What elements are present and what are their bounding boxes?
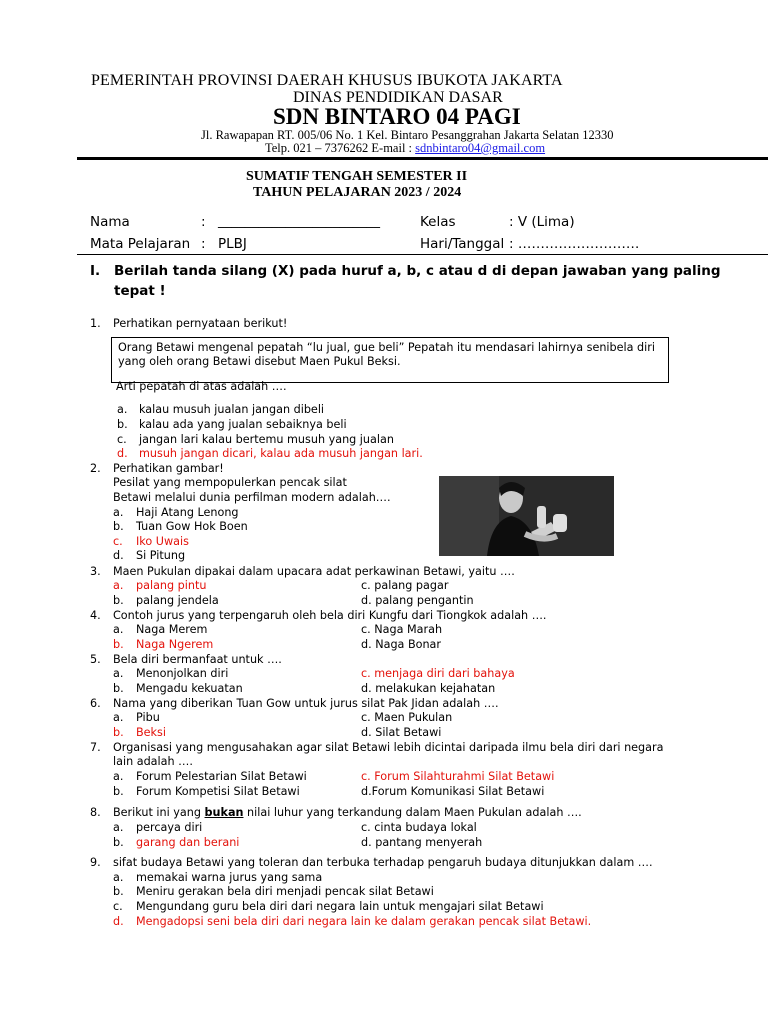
option-letter[interactable]: a. xyxy=(113,667,124,680)
phone-text: Telp. 021 – 7376262 E-mail : xyxy=(265,141,416,155)
q8-stem xyxy=(113,806,582,819)
q8-number: 8. xyxy=(90,806,101,819)
option-text[interactable]: palang jendela xyxy=(136,594,219,607)
hari-label: Hari/Tanggal xyxy=(420,236,505,252)
option-c[interactable]: c. Maen Pukulan xyxy=(361,711,453,724)
header-divider xyxy=(77,157,768,160)
school-name: SDN BINTARO 04 PAGI xyxy=(273,104,521,129)
option-letter[interactable]: b. xyxy=(113,520,124,533)
option-text-answer[interactable]: musuh jangan dicari, kalau ada musuh jangan lari. xyxy=(139,447,423,460)
mapel-value: PLBJ xyxy=(218,236,247,252)
header-line-2: DINAS PENDIDIKAN DASAR xyxy=(293,89,503,106)
option-text[interactable]: percaya diri xyxy=(136,821,203,834)
option-text[interactable]: Forum Pelestarian Silat Betawi xyxy=(136,770,307,783)
option-letter[interactable]: c. xyxy=(117,433,127,446)
hari-field[interactable]: : ……………………… xyxy=(509,236,640,252)
option-text-answer[interactable]: Mengadopsi seni bela diri dari negara lain ke dalam gerakan pencak silat Betawi. xyxy=(136,915,592,928)
q9-stem: sifat budaya Betawi yang toleran dan terbuka terhadap pengaruh budaya ditunjukkan dalam …. xyxy=(113,856,653,869)
option-text[interactable]: memakai warna jurus yang sama xyxy=(136,871,323,884)
identity-divider xyxy=(77,254,768,255)
kelas-label: Kelas xyxy=(420,214,456,230)
q1-number: 1. xyxy=(90,317,101,330)
option-text[interactable]: Meniru gerakan bela diri menjadi pencak silat Betawi xyxy=(136,885,434,898)
option-letter[interactable]: a. xyxy=(117,403,128,416)
option-letter-answer[interactable]: d. xyxy=(113,915,124,928)
q7-stem-line-2: lain adalah …. xyxy=(113,755,193,768)
option-c-answer[interactable]: c. Forum Silahturahmi Silat Betawi xyxy=(361,770,555,783)
email-link[interactable]: sdnbintaro04@gmail.com xyxy=(415,141,546,155)
option-letter[interactable]: b. xyxy=(113,594,124,607)
q2-stem: Perhatikan gambar! xyxy=(113,462,224,475)
option-letter-answer[interactable]: b. xyxy=(113,638,124,651)
q1-box-line-1: Orang Betawi mengenal pepatah “lu jual, gue beli” Pepatah itu mendasari lahirnya senibela diri xyxy=(118,341,655,354)
school-address: Jl. Rawapapan RT. 005/06 No. 1 Kel. Bintaro Pesanggrahan Jakarta Selatan 12330 xyxy=(201,128,614,142)
option-letter[interactable]: b. xyxy=(113,682,124,695)
option-letter-answer[interactable]: a. xyxy=(113,579,124,592)
option-text-answer[interactable]: palang pintu xyxy=(136,579,207,592)
q9-number: 9. xyxy=(90,856,101,869)
nama-colon: : xyxy=(201,214,206,230)
option-d[interactable]: d. melakukan kejahatan xyxy=(361,682,496,695)
q3-stem: Maen Pukulan dipakai dalam upacara adat perkawinan Betawi, yaitu …. xyxy=(113,565,515,578)
exam-title: SUMATIF TENGAH SEMESTER II xyxy=(246,169,468,184)
q1-box-line-2: yang oleh orang Betawi disebut Maen Pukul Beksi. xyxy=(118,355,401,368)
q7-number: 7. xyxy=(90,741,101,754)
option-letter[interactable]: b. xyxy=(113,785,124,798)
option-d[interactable]: d. pantang menyerah xyxy=(361,836,483,849)
q5-stem: Bela diri bermanfaat untuk …. xyxy=(113,653,282,666)
section-instruction-1: Berilah tanda silang (X) pada huruf a, b, c atau d di depan jawaban yang paling xyxy=(114,263,721,279)
option-text[interactable]: Pibu xyxy=(136,711,160,724)
option-letter[interactable]: d. xyxy=(113,549,124,562)
q8-stem-pre: Berikut ini yang xyxy=(113,806,205,819)
option-text-answer[interactable]: Naga Ngerem xyxy=(136,638,214,651)
option-letter-answer[interactable]: c. xyxy=(113,535,123,548)
q2-stem-line-3: Betawi melalui dunia perfilman modern adalah…. xyxy=(113,491,391,504)
q2-number: 2. xyxy=(90,462,101,475)
option-text[interactable]: kalau musuh jualan jangan dibeli xyxy=(139,403,325,416)
option-text[interactable]: Haji Atang Lenong xyxy=(136,506,239,519)
q2-stem-line-2: Pesilat yang mempopulerkan pencak silat xyxy=(113,476,347,489)
q1-stem: Perhatikan pernyataan berikut! xyxy=(113,317,288,330)
q6-number: 6. xyxy=(90,697,101,710)
q5-number: 5. xyxy=(90,653,101,666)
option-text[interactable]: jangan lari kalau bertemu musuh yang jualan xyxy=(139,433,394,446)
option-text[interactable]: Forum Kompetisi Silat Betawi xyxy=(136,785,300,798)
q8-stem-emphasis: bukan xyxy=(204,806,244,819)
photo-illustration xyxy=(439,476,614,556)
option-letter[interactable]: b. xyxy=(117,418,128,431)
q1-question: Arti pepatah di atas adalah …. xyxy=(116,380,287,393)
option-d[interactable]: d. palang pengantin xyxy=(361,594,474,607)
option-c[interactable]: c. palang pagar xyxy=(361,579,449,592)
option-d[interactable]: d. Naga Bonar xyxy=(361,638,442,651)
nama-label: Nama xyxy=(90,214,130,230)
option-letter[interactable]: c. xyxy=(113,900,123,913)
option-letter[interactable]: a. xyxy=(113,623,124,636)
option-text[interactable]: Naga Merem xyxy=(136,623,208,636)
option-d[interactable]: d. Silat Betawi xyxy=(361,726,442,739)
option-letter[interactable]: b. xyxy=(113,885,124,898)
option-text-answer[interactable]: Beksi xyxy=(136,726,166,739)
option-c[interactable]: c. Naga Marah xyxy=(361,623,443,636)
option-letter-answer[interactable]: d. xyxy=(117,447,128,460)
q6-stem: Nama yang diberikan Tuan Gow untuk jurus silat Pak Jidan adalah …. xyxy=(113,697,499,710)
option-text[interactable]: Si Pitung xyxy=(136,549,186,562)
option-text[interactable]: Mengadu kekuatan xyxy=(136,682,243,695)
q3-number: 3. xyxy=(90,565,101,578)
option-d[interactable]: d.Forum Komunikasi Silat Betawi xyxy=(361,785,545,798)
exam-year: TAHUN PELAJARAN 2023 / 2024 xyxy=(253,185,462,200)
header-line-1: PEMERINTAH PROVINSI DAERAH KHUSUS IBUKOTA JAKARTA xyxy=(91,72,563,89)
nama-field[interactable]: ________________________ xyxy=(218,213,380,229)
martial-artist-photo xyxy=(439,476,614,556)
mapel-label: Mata Pelajaran xyxy=(90,236,191,252)
option-letter[interactable]: a. xyxy=(113,506,124,519)
option-letter[interactable]: a. xyxy=(113,871,124,884)
option-text[interactable]: Menonjolkan diri xyxy=(136,667,229,680)
option-letter-answer[interactable]: b. xyxy=(113,726,124,739)
school-contact xyxy=(265,141,545,156)
option-letter[interactable]: a. xyxy=(113,711,124,724)
q8-stem-post: nilai luhur yang terkandung dalam Maen Pukulan adalah …. xyxy=(243,806,582,819)
q4-number: 4. xyxy=(90,609,101,622)
option-letter[interactable]: a. xyxy=(113,770,124,783)
mapel-colon: : xyxy=(201,236,206,252)
option-letter[interactable]: b. xyxy=(113,836,124,849)
option-text[interactable]: Tuan Gow Hok Boen xyxy=(136,520,248,533)
option-text-answer[interactable]: garang dan berani xyxy=(136,836,240,849)
option-c[interactable]: c. cinta budaya lokal xyxy=(361,821,477,834)
option-text[interactable]: kalau ada yang jualan sebaiknya beli xyxy=(139,418,347,431)
option-c-answer[interactable]: c. menjaga diri dari bahaya xyxy=(361,667,515,680)
option-text[interactable]: Mengundang guru bela diri dari negara lain untuk mengajari silat Betawi xyxy=(136,900,544,913)
option-text-answer[interactable]: Iko Uwais xyxy=(136,535,189,548)
q4-stem: Contoh jurus yang terpengaruh oleh bela diri Kungfu dari Tiongkok adalah …. xyxy=(113,609,547,622)
option-letter[interactable]: a. xyxy=(113,821,124,834)
kelas-value: : V (Lima) xyxy=(509,214,575,230)
section-numeral: I. xyxy=(90,263,101,279)
q7-stem: Organisasi yang mengusahakan agar silat Betawi lebih dicintai daripada ilmu bela diri dari negara xyxy=(113,741,664,754)
section-instruction-2: tepat ! xyxy=(114,283,166,299)
